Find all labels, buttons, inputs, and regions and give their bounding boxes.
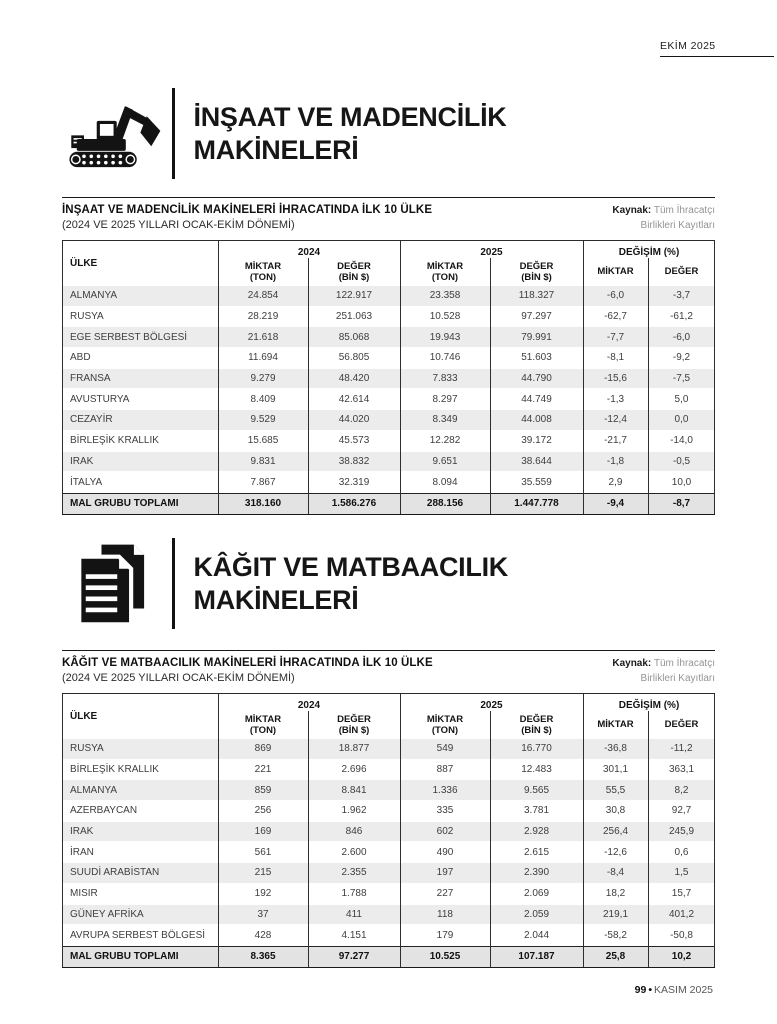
source-label: Kaynak: (612, 205, 652, 216)
value-cell: 8.365 (250, 951, 276, 963)
value-cell: 15.685 (247, 435, 279, 447)
value-cell: 21.618 (247, 331, 279, 343)
value-cell: 79.991 (521, 331, 552, 343)
col-group-2024 (218, 694, 400, 739)
country-cell: RUSYA (70, 743, 104, 755)
source-label: Kaynak: (612, 658, 652, 669)
value-cell: 245,9 (668, 826, 695, 838)
table-row (62, 369, 715, 390)
value-cell: 7.833 (432, 373, 458, 385)
value-cell: 192 (254, 888, 272, 900)
value-cell: 2.928 (523, 826, 550, 838)
total-row (62, 493, 715, 514)
table-subtitle: (2024 VE 2025 YILLARI OCAK-EKİM DÖNEMİ) (62, 219, 295, 231)
value-cell: 1.962 (341, 805, 367, 817)
value-cell: -9,4 (606, 498, 625, 510)
col-header-qty: MİKTAR (597, 266, 634, 278)
value-cell: -8,4 (606, 867, 625, 879)
value-cell: 15,7 (671, 888, 692, 900)
section-title-line1: KÂĞIT VE MATBAACILIK (193, 552, 508, 583)
value-cell: 42.614 (338, 393, 370, 405)
value-cell: 197 (436, 867, 454, 879)
section-title (194, 551, 508, 616)
value-cell: 5,0 (674, 393, 689, 405)
value-cell: 12.483 (521, 764, 552, 776)
value-cell: 23.358 (429, 290, 461, 302)
value-cell: 25,8 (605, 951, 626, 963)
table-row (62, 905, 715, 926)
table-row (62, 431, 715, 452)
value-cell: 55,5 (605, 784, 626, 796)
value-cell: 8.297 (432, 393, 458, 405)
value-cell: 251.063 (335, 311, 373, 323)
value-cell: 490 (436, 846, 454, 858)
value-cell: 1.336 (432, 784, 458, 796)
section-header-construction (60, 86, 507, 181)
section-title-line1: İNŞAAT VE MADENCİLİK (193, 102, 507, 133)
table-subtitle: (2024 VE 2025 YILLARI OCAK-EKİM DÖNEMİ) (62, 672, 295, 684)
column-divider (490, 711, 491, 967)
column-divider (648, 711, 649, 967)
value-cell: 887 (436, 764, 454, 776)
value-cell: 38.832 (338, 455, 370, 467)
value-cell: 56.805 (338, 352, 370, 364)
value-cell: -50,8 (670, 929, 693, 941)
value-cell: 2.069 (523, 888, 550, 900)
value-cell: 10,2 (671, 951, 692, 963)
table-row (62, 327, 715, 348)
value-cell: -7,7 (606, 331, 625, 343)
source-text-line2: Birlikleri Kayıtları (640, 219, 715, 231)
value-cell: 8.349 (432, 414, 458, 426)
section-header-paper (60, 536, 508, 631)
paper-export-table-block (62, 650, 715, 968)
column-divider (648, 258, 649, 514)
country-cell: ABD (70, 352, 91, 364)
value-cell: 549 (436, 743, 454, 755)
col-group-change (583, 694, 715, 739)
column-divider (583, 694, 584, 967)
value-cell: 11.694 (248, 352, 278, 364)
country-cell: ALMANYA (70, 784, 118, 796)
table-row (62, 822, 715, 843)
country-cell: RUSYA (70, 311, 104, 323)
data-table (62, 693, 715, 968)
col-header-country: ÜLKE (70, 258, 98, 269)
value-cell: 301,1 (602, 764, 629, 776)
footer-separator: • (648, 984, 653, 996)
value-cell: 30,8 (605, 805, 626, 817)
value-cell: 10.528 (429, 311, 461, 323)
value-cell: 288.156 (426, 498, 464, 510)
value-cell: 869 (254, 743, 272, 755)
country-cell: İTALYA (70, 476, 103, 488)
country-cell: MISIR (70, 888, 98, 900)
value-cell: 9.529 (250, 414, 276, 426)
value-cell: -7,5 (672, 373, 691, 385)
value-cell: 28.219 (247, 311, 279, 323)
year-label: 2025 (480, 700, 503, 711)
value-cell: 215 (254, 867, 272, 879)
table-row (62, 863, 715, 884)
value-cell: 2,9 (608, 476, 623, 488)
value-cell: -14,0 (670, 435, 693, 447)
country-cell: SUUDİ ARABİSTAN (70, 867, 160, 879)
value-cell: 2.696 (341, 764, 367, 776)
country-cell: IRAK (70, 455, 94, 467)
construction-export-table-block (62, 197, 715, 515)
country-cell: AVUSTURYA (70, 393, 130, 405)
country-cell: BİRLEŞİK KRALLIK (70, 435, 159, 447)
value-cell: -1,3 (606, 393, 625, 405)
value-cell: 32.319 (338, 476, 370, 488)
country-cell: ALMANYA (70, 290, 118, 302)
value-cell: -11,2 (670, 743, 693, 755)
value-cell: 10.746 (429, 352, 461, 364)
source-text-line2: Birlikleri Kayıtları (640, 672, 715, 684)
col-header-qty: MİKTAR (TON) (244, 260, 282, 283)
year-label: 2024 (297, 700, 321, 711)
value-cell: 169 (254, 826, 272, 838)
table-row (62, 472, 715, 493)
value-cell: 44.020 (338, 414, 370, 426)
column-divider (308, 258, 309, 514)
value-cell: 335 (436, 805, 454, 817)
value-cell: -61,2 (670, 311, 693, 323)
col-header-qty: MİKTAR (TON) (426, 713, 464, 736)
value-cell: 107.187 (518, 951, 555, 963)
value-cell: 0,6 (674, 846, 689, 858)
value-cell: 2.600 (341, 846, 367, 858)
year-label: 2024 (297, 247, 321, 258)
column-divider (62, 694, 63, 967)
value-cell: 12.282 (429, 435, 461, 447)
country-cell: EGE SERBEST BÖLGESİ (70, 331, 188, 343)
table-body (62, 739, 715, 967)
country-cell: AZERBAYCAN (70, 805, 138, 817)
table-row (62, 760, 715, 781)
value-cell: -9,2 (672, 352, 691, 364)
section-title-line2: MAKİNELERİ (193, 134, 359, 165)
papers-icon (60, 541, 168, 626)
value-cell: 859 (254, 784, 272, 796)
column-divider (62, 241, 63, 514)
col-header-value: DEĞER (BİN $) (337, 260, 371, 283)
section-title (194, 101, 507, 166)
value-cell: 122.917 (335, 290, 373, 302)
value-cell: 1.447.778 (514, 498, 559, 510)
country-cell: MAL GRUBU TOPLAMI (70, 951, 179, 963)
column-divider (218, 241, 219, 514)
value-cell: 2.390 (523, 867, 550, 879)
column-divider (308, 711, 309, 967)
value-cell: 39.172 (521, 435, 552, 447)
col-group-2024 (218, 241, 400, 286)
table-title: KÂĞIT VE MATBAACILIK MAKİNELERİ İHRACATINDA İLK 10 ÜLKE (62, 657, 433, 669)
table-title-bar (62, 651, 715, 693)
value-cell: 401,2 (668, 908, 695, 920)
table-row (62, 780, 715, 801)
country-cell: BİRLEŞİK KRALLIK (70, 764, 159, 776)
table-header (62, 241, 715, 286)
table-row (62, 348, 715, 369)
value-cell: -8,7 (672, 498, 691, 510)
col-header-value: DEĞER (664, 719, 699, 731)
column-divider (583, 241, 584, 514)
country-cell: IRAK (70, 826, 94, 838)
value-cell: 10,0 (671, 476, 692, 488)
value-cell: 3.781 (523, 805, 550, 817)
col-header-value: DEĞER (BİN $) (337, 713, 371, 736)
column-divider (714, 694, 715, 967)
value-cell: 85.068 (338, 331, 370, 343)
value-cell: 2.059 (523, 908, 550, 920)
table-body (62, 286, 715, 514)
source-text-line1: Tüm İhracatçı (653, 658, 715, 669)
col-group-2025 (400, 241, 583, 286)
table-source (612, 204, 715, 233)
table-title: İNŞAAT VE MADENCİLİK MAKİNELERİ İHRACATINDA İLK 10 ÜLKE (62, 204, 433, 216)
value-cell: 2.355 (341, 867, 367, 879)
value-cell: 8.841 (341, 784, 367, 796)
table-row (62, 925, 715, 946)
table-source (612, 657, 715, 686)
value-cell: -12,4 (604, 414, 627, 426)
value-cell: -3,7 (672, 290, 691, 302)
year-label: 2025 (480, 247, 503, 258)
country-cell: AVRUPA SERBEST BÖLGESİ (70, 929, 206, 941)
col-header-qty: MİKTAR (597, 719, 634, 731)
value-cell: -0,5 (672, 455, 691, 467)
section-divider (172, 88, 175, 179)
col-header-qty: MİKTAR (TON) (426, 260, 464, 283)
change-label: DEĞİŞİM (%) (618, 247, 680, 258)
column-divider (490, 258, 491, 514)
country-cell: CEZAYİR (70, 414, 113, 426)
value-cell: 602 (436, 826, 454, 838)
page-footer (635, 984, 713, 996)
value-cell: 8.409 (250, 393, 276, 405)
value-cell: 318.160 (244, 498, 282, 510)
value-cell: 9.651 (432, 455, 458, 467)
table-row (62, 410, 715, 431)
country-cell: FRANSA (70, 373, 111, 385)
col-group-2025 (400, 694, 583, 739)
value-cell: 45.573 (338, 435, 370, 447)
value-cell: -58,2 (604, 929, 627, 941)
value-cell: 846 (345, 826, 363, 838)
value-cell: 18.877 (338, 743, 370, 755)
value-cell: 8.094 (432, 476, 458, 488)
table-row (62, 842, 715, 863)
value-cell: -1,8 (606, 455, 625, 467)
column-divider (400, 241, 401, 514)
value-cell: 118 (437, 908, 453, 920)
value-cell: -6,0 (606, 290, 625, 302)
page-number: 99 (634, 984, 647, 996)
country-cell: MAL GRUBU TOPLAMI (70, 498, 179, 510)
col-header-value: DEĞER (BİN $) (519, 260, 554, 283)
value-cell: -21,7 (604, 435, 627, 447)
value-cell: 97.297 (521, 311, 552, 323)
value-cell: -62,7 (604, 311, 627, 323)
value-cell: 2.615 (523, 846, 550, 858)
value-cell: 1,5 (674, 867, 689, 879)
value-cell: 256 (254, 805, 272, 817)
value-cell: 8,2 (674, 784, 689, 796)
value-cell: 227 (436, 888, 454, 900)
value-cell: -8,1 (606, 352, 625, 364)
col-header-value: DEĞER (BİN $) (519, 713, 554, 736)
value-cell: 24.854 (247, 290, 279, 302)
value-cell: 256,4 (602, 826, 629, 838)
footer-issue: KASIM 2025 (654, 984, 713, 996)
value-cell: 51.603 (521, 352, 552, 364)
data-table (62, 240, 715, 515)
source-text-line1: Tüm İhracatçı (653, 205, 715, 216)
value-cell: 19.943 (429, 331, 461, 343)
total-row (62, 946, 715, 967)
excavator-icon (60, 91, 168, 176)
value-cell: 44.008 (521, 414, 552, 426)
column-divider (714, 241, 715, 514)
value-cell: 2.044 (523, 929, 550, 941)
section-divider (172, 538, 175, 629)
value-cell: 561 (254, 846, 272, 858)
value-cell: 92,7 (671, 805, 692, 817)
table-row (62, 884, 715, 905)
value-cell: 1.788 (341, 888, 367, 900)
country-cell: İRAN (70, 846, 94, 858)
section-title-line2: MAKİNELERİ (193, 584, 359, 615)
table-row (62, 389, 715, 410)
value-cell: 18,2 (605, 888, 626, 900)
col-header-value: DEĞER (664, 266, 699, 278)
value-cell: 363,1 (668, 764, 695, 776)
value-cell: 9.831 (250, 455, 276, 467)
value-cell: 0,0 (674, 414, 689, 426)
table-row (62, 307, 715, 328)
table-row (62, 286, 715, 307)
table-header (62, 694, 715, 739)
column-divider (218, 694, 219, 967)
value-cell: 1.586.276 (331, 498, 377, 510)
value-cell: -15,6 (604, 373, 627, 385)
value-cell: 428 (254, 929, 272, 941)
col-header-country: ÜLKE (70, 711, 98, 722)
issue-month-header: EKİM 2025 (660, 40, 774, 57)
value-cell: 44.790 (521, 373, 552, 385)
table-row (62, 801, 715, 822)
value-cell: -36,8 (604, 743, 627, 755)
value-cell: 219,1 (602, 908, 629, 920)
value-cell: -12,6 (604, 846, 627, 858)
value-cell: 7.867 (250, 476, 276, 488)
value-cell: 10.525 (429, 951, 461, 963)
value-cell: 16.770 (521, 743, 552, 755)
change-label: DEĞİŞİM (%) (618, 700, 680, 711)
table-title-bar (62, 198, 715, 240)
value-cell: 48.420 (338, 373, 370, 385)
value-cell: 179 (436, 929, 454, 941)
table-row (62, 452, 715, 473)
value-cell: 118.327 (518, 290, 555, 302)
col-header-qty: MİKTAR (TON) (244, 713, 282, 736)
value-cell: 44.749 (521, 393, 552, 405)
value-cell: 97.277 (338, 951, 370, 963)
value-cell: 221 (254, 764, 272, 776)
value-cell: 411 (346, 908, 362, 920)
value-cell: 9.279 (250, 373, 276, 385)
value-cell: 9.565 (523, 784, 550, 796)
value-cell: -6,0 (672, 331, 691, 343)
table-row (62, 739, 715, 760)
value-cell: 35.559 (521, 476, 552, 488)
col-group-change (583, 241, 715, 286)
value-cell: 38.644 (521, 455, 552, 467)
value-cell: 4.151 (341, 929, 367, 941)
value-cell: 37 (257, 908, 269, 920)
column-divider (400, 694, 401, 967)
country-cell: GÜNEY AFRİKA (70, 908, 144, 920)
